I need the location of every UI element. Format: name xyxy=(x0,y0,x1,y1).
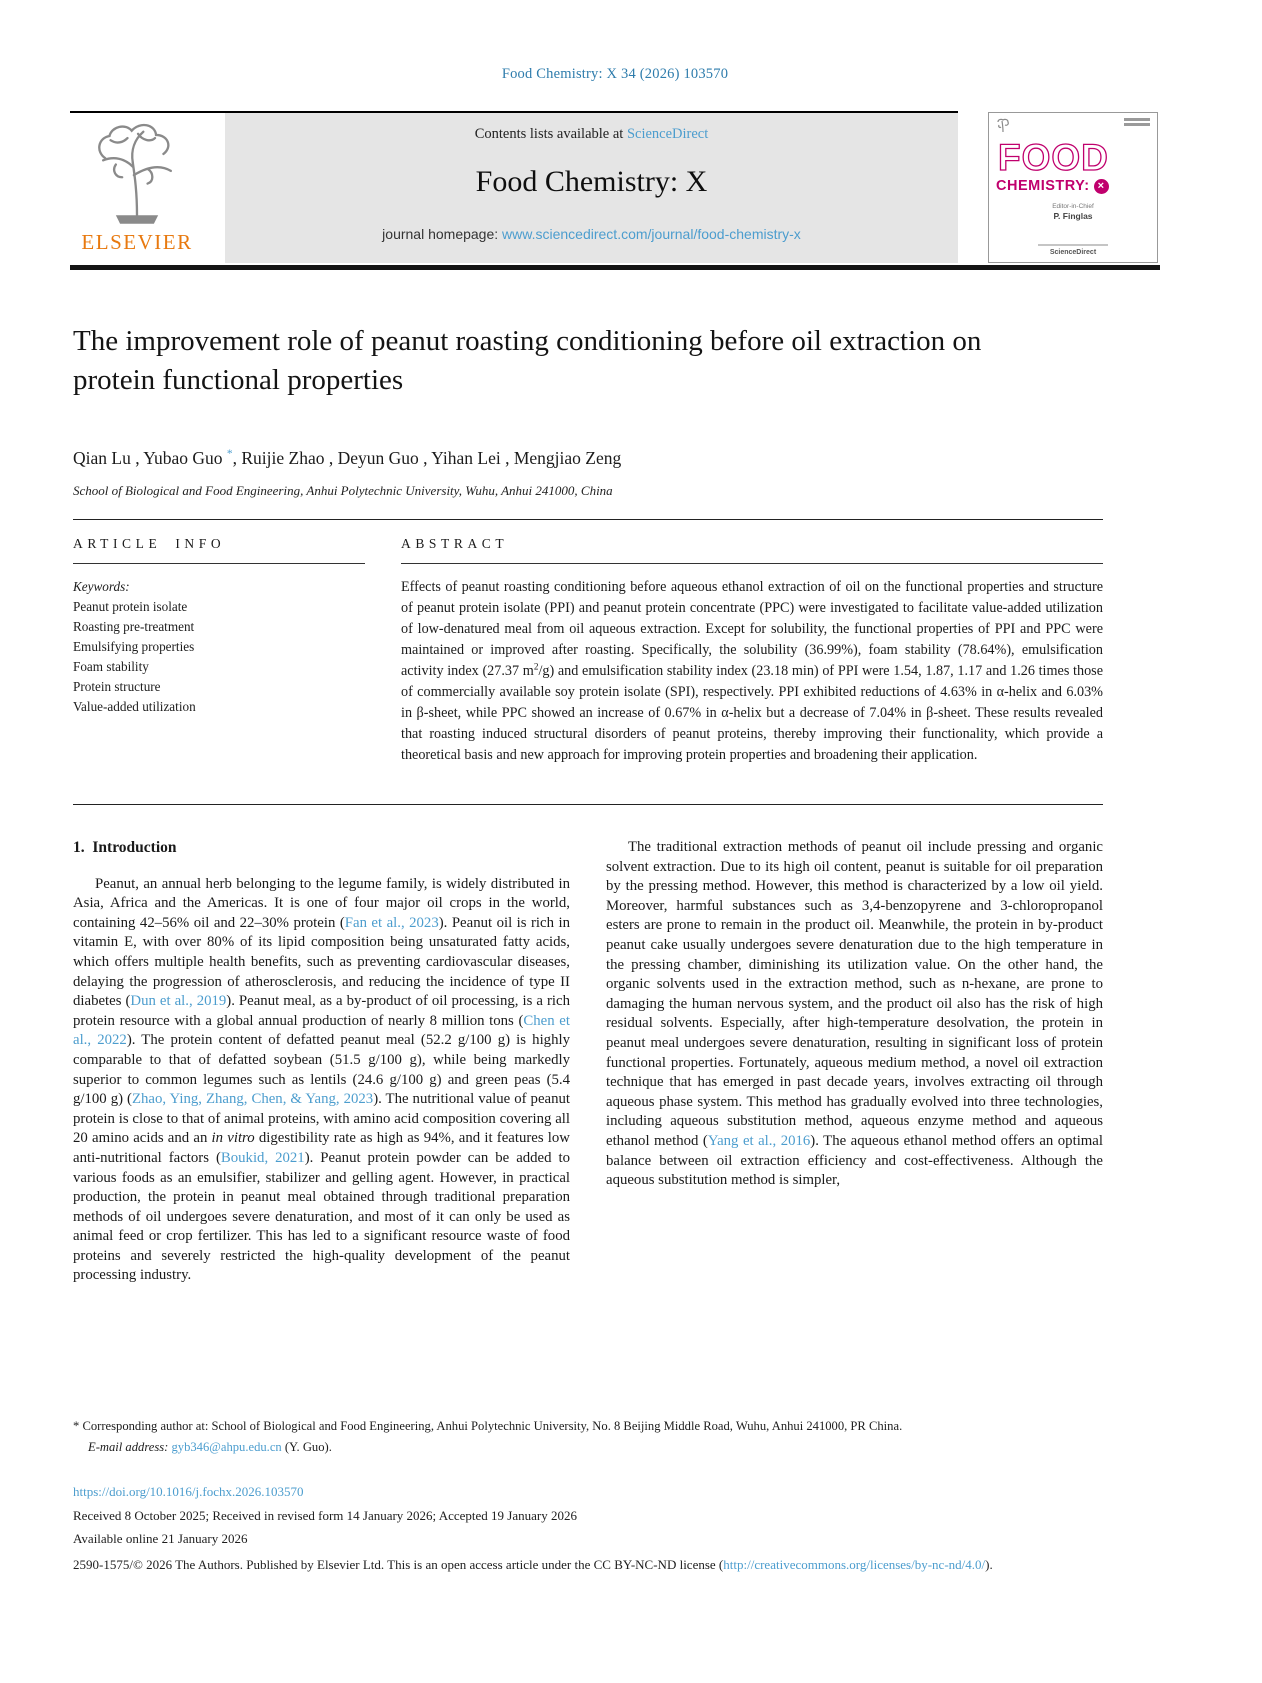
available-online-date: Available online 21 January 2026 xyxy=(73,1531,248,1546)
cover-top-row xyxy=(996,118,1150,134)
text-run: Effects of peanut roasting conditioning before aqueous ethanol extraction of oil on the functional properties and structure of peanut protein isolate (PPI) and peanut protein concentrate (PPC) were investigated to facilitate value-added utilization of low-denatured meal from oil aqueous extraction. Except for solubility, the functional properties of PPI and PPC were maintained or improved after roasting. Specifically, the solubility (36.99%), foam stability (78.64%), emulsification activity index (27.37 m xyxy=(401,579,1103,680)
cover-chemistry-text: CHEMISTRY: xyxy=(996,178,1090,194)
corresponding-author-marker[interactable]: * xyxy=(226,448,233,461)
journal-cover-thumbnail[interactable] xyxy=(988,112,1158,263)
keyword-item: Roasting pre-treatment xyxy=(73,618,195,634)
email-footnote xyxy=(73,1437,1103,1458)
elsevier-wordmark: ELSEVIER xyxy=(81,230,193,254)
header-thick-rule xyxy=(70,265,1160,270)
text-run: ). Peanut meal, as a by-product of oil processing, is a rich protein resource with a global annual production of nearly 8 million tons ( xyxy=(73,993,570,1029)
license-statement xyxy=(73,1554,1103,1575)
contents-availability-line xyxy=(225,126,958,143)
inline-link[interactable]: Zhao, Ying, Zhang, Chen, & Yang, 2023 xyxy=(131,1091,374,1108)
text-run: * Corresponding author at: School of Biological and Food Engineering, Anhui Polytechnic University, No. 8 Beijing Middle Road, Wuhu, Anhui 241000, PR China. xyxy=(73,1419,903,1433)
abstract-paragraph xyxy=(401,577,1103,766)
inline-link[interactable]: ScienceDirect xyxy=(626,126,709,142)
received-dates: Received 8 October 2025; Received in revised form 14 January 2026; Accepted 19 January 2026 xyxy=(73,1508,577,1523)
text-run: journal homepage: xyxy=(382,226,503,242)
elsevier-logo[interactable] xyxy=(73,118,201,255)
article-title: The improvement role of peanut roasting conditioning before oil extraction on protein functional properties xyxy=(73,325,982,396)
inline-link[interactable]: Chen et al., 2022 xyxy=(73,1012,570,1049)
article-info-abstract-section xyxy=(73,519,1103,805)
author-list xyxy=(73,448,1103,469)
keyword-item: Foam stability xyxy=(73,658,149,674)
keywords-label: Keywords: xyxy=(73,579,130,594)
text-run: ). xyxy=(985,1557,993,1572)
inline-link[interactable]: www.sciencedirect.com/journal/food-chemistry-x xyxy=(502,226,801,242)
introduction-section xyxy=(73,838,1103,1308)
keyword-item: Protein structure xyxy=(73,679,161,695)
inline-link[interactable]: gyb346@ahpu.edu.cn xyxy=(171,1440,282,1455)
svg-text:FOOD: FOOD xyxy=(998,137,1109,178)
text-run: ). Peanut oil is rich in vitamin E, with over 80% of its lipid composition being unsaturated fatty acids, which offers multiple health benefits, such as preventing cardiovascular diseases, delaying the progression of atherosclerosis, and reducing the incidence of type II diabetes ( xyxy=(73,914,570,1010)
elsevier-tree-icon xyxy=(84,118,190,228)
italic-text: in vitro xyxy=(211,1130,255,1147)
text-run: ). The aqueous ethanol method offers an optimal balance between oil extraction efficiency and cost-effectiveness. Although the aqueous substitution method is simpler, xyxy=(606,1132,1103,1189)
text-run: /g) and emulsification stability index (23.18 min) of PPI were 1.54, 1.87, 1.17 and 1.26 times those of commercially available soy protein isolate (SPI), respectively. PPI exhibited reductions of 4.63% in α-helix and 6.03% in β-sheet, while PPC showed an increase of 0.67% in α-helix but a decrease of 7.04% in β-sheet. These results revealed that roasting induced structural disorders of peanut proteins, thereby improving their functionality, which provide a theoretical basis and new approach for improving protein properties and broadening their application. xyxy=(401,663,1103,764)
affiliation: School of Biological and Food Engineering, Anhui Polytechnic University, Wuhu, Anhui 241000, China xyxy=(73,483,613,498)
introduction-heading: 1. Introduction xyxy=(73,839,177,856)
text-run: The traditional extraction methods of peanut oil include pressing and organic solvent extraction. Due to its high oil content, peanut is suitable for oil preparation by the pressing method. However, this method is characterized by a low oil yield. Moreover, harmful substances such as 3,4-benzopyrene and 3-chloropropanol esters are prone to remain in the product oil. Meanwhile, the protein in by-product peanut cake usually undergoes severe denaturation due to the high temperature in the pressing chamber, diminishing its utilization value. On the other hand, the organic solvents used in the extraction method, such as n-hexane, are prone to damaging the human nervous system, and the product oil also has the risk of high residual solvents. Especially, after high-temperature desolvation, the protein in peanut meal undergoes severe denaturation, resulting in significant loss of protein functional properties. Fortunately, aqueous medium method, a novel oil extraction technique that has emerged in past decade years, involves extracting oil through aqueous phase system. This method has gradually evolved into three technologies, including aqueous substitution method, aqueous enzyme method and aqueous ethanol method ( xyxy=(606,839,1103,1149)
keyword-item: Peanut protein isolate xyxy=(73,598,188,614)
article-info-column xyxy=(73,520,365,804)
cover-sciencedirect-label: ScienceDirect xyxy=(1049,249,1097,256)
journal-title: Food Chemistry: X xyxy=(475,165,708,198)
keyword-item: Emulsifying properties xyxy=(73,638,195,654)
text-run: Contents lists available at xyxy=(474,126,627,142)
text-run: (Y. Guo). xyxy=(281,1440,332,1455)
abstract-heading: ABSTRACT xyxy=(401,536,1103,564)
cover-editor-label: Editor-in-Chief xyxy=(1052,203,1094,210)
issn-mark xyxy=(1124,118,1150,128)
cover-food-wordmark xyxy=(996,136,1146,178)
text-run: digestibility rate as high as 94%, and it features low anti-nutritional factors ( xyxy=(73,1130,570,1166)
text-run: ). Peanut protein powder can be added to various foods as an emulsifier, stabilizer and gelling agent. However, in practical production, the protein in peanut meal obtained through traditional preparation methods of oil undergoes severe denaturation, and most of it can only be used as animal feed or crop fertilizer. This has led to a significant resource waste of food proteins and severely restricted the high-quality development of the peanut processing industry. xyxy=(73,1149,570,1284)
italic-text: E-mail address: xyxy=(88,1440,172,1455)
journal-header-banner xyxy=(225,113,958,263)
cover-chemistry-wordmark xyxy=(996,178,1150,194)
text-run: , Ruijie Zhao , Deyun Guo , Yihan Lei , Mengjiao Zeng xyxy=(232,448,622,468)
cover-bottom-rule xyxy=(1038,244,1108,246)
text-run: Peanut, an annual herb belonging to the legume family, is widely distributed in Asia, Africa and the Americas. It is one of four major oil crops in the world, containing 42–56% oil and 22–30% protein ( xyxy=(73,875,570,931)
superscript: 2 xyxy=(533,661,539,672)
elsevier-mini-emblem-icon xyxy=(996,118,1010,134)
inline-link[interactable]: Boukid, 2021 xyxy=(220,1149,305,1166)
introduction-paragraph-1 xyxy=(73,875,570,1286)
text-run: ). The nutritional value of peanut protein is close to that of animal proteins, with amino acid composition covering all 20 amino acids and an xyxy=(73,1091,570,1147)
text-run: 2590-1575/© 2026 The Authors. Published by Elsevier Ltd. This is an open access article under the CC BY-NC-ND license ( xyxy=(73,1557,724,1572)
x-badge-icon xyxy=(1094,179,1109,194)
inline-link[interactable]: Fan et al., 2023 xyxy=(344,914,439,931)
keyword-item: Value-added utilization xyxy=(73,699,196,715)
inline-link[interactable]: Dun et al., 2019 xyxy=(130,993,227,1010)
corresponding-author-footnote xyxy=(73,1416,1103,1437)
inline-link[interactable]: Yang et al., 2016 xyxy=(707,1132,811,1149)
cover-bottom-row xyxy=(989,244,1157,256)
introduction-paragraph-2 xyxy=(606,838,1103,1191)
cover-editor-name: P. Finglas xyxy=(1053,211,1093,221)
article-info-heading: ARTICLE INFO xyxy=(73,536,365,564)
text-run: Qian Lu , Yubao Guo xyxy=(73,448,227,468)
inline-link[interactable]: http://creativecommons.org/licenses/by-nc-nd/4.0/ xyxy=(723,1557,986,1572)
x-badge-letter: × xyxy=(1097,180,1105,192)
journal-homepage-line xyxy=(225,226,958,242)
doi-link[interactable]: https://doi.org/10.1016/j.fochx.2026.103570 xyxy=(73,1484,304,1499)
journal-reference-link[interactable]: Food Chemistry: X 34 (2026) 103570 xyxy=(501,66,729,82)
abstract-column xyxy=(401,520,1103,804)
footnote-block xyxy=(73,1416,1103,1459)
text-run: ). The protein content of defatted peanut meal (52.2 g/100 g) is highly comparable to that of defatted soybean (51.5 g/100 g), while being markedly superior to common legumes such as lentils (24.6 g/100 g) and green peas (5.4 g/100 g) ( xyxy=(73,1032,570,1108)
introduction-columns xyxy=(73,838,1103,1308)
